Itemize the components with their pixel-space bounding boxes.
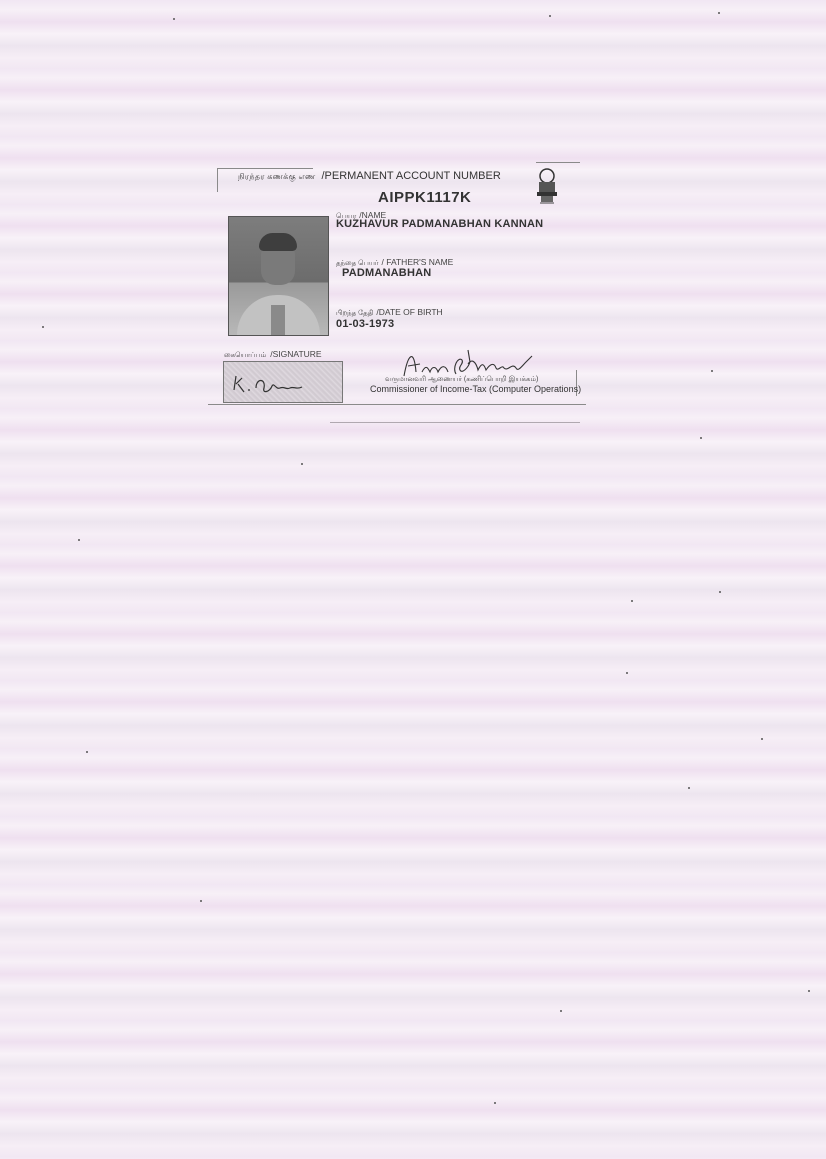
holder-photo [228, 216, 329, 336]
father-name-label: தந்தை பெயர் / FATHER'S NAME [336, 257, 454, 267]
signature-label: கையொப்பம் /SIGNATURE [224, 349, 322, 359]
dob-label: பிறந்த தேதி /DATE OF BIRTH [336, 307, 443, 317]
card-edge-top [217, 168, 313, 169]
pan-number: AIPPK1117K [378, 189, 472, 206]
name-value: KUZHAVUR PADMANABHAN KANNAN [336, 218, 544, 230]
pan-header-english: /PERMANENT ACCOUNT NUMBER [321, 170, 501, 182]
national-emblem-icon [534, 168, 560, 206]
pan-header [238, 170, 501, 182]
holder-signature-box [223, 361, 343, 403]
father-name-value: PADMANABHAN [342, 267, 432, 279]
name-label: பெயர /NAME [336, 210, 387, 220]
holder-signature [226, 368, 316, 398]
pan-header-tamil: நிரந்தர கணக்கு எண [238, 172, 316, 181]
card-edge-left [217, 168, 218, 192]
card-edge-bottom-inner [330, 422, 580, 423]
card-edge-bottom [208, 404, 586, 405]
commissioner-tamil: வருமானவரி ஆணையர் (கணிப்பொறி இயக்கம்) [385, 376, 539, 383]
commissioner-title: Commissioner of Income-Tax (Computer Operations) [370, 384, 582, 394]
dob-value: 01-03-1973 [336, 318, 395, 330]
card-edge-top-right [536, 162, 580, 163]
